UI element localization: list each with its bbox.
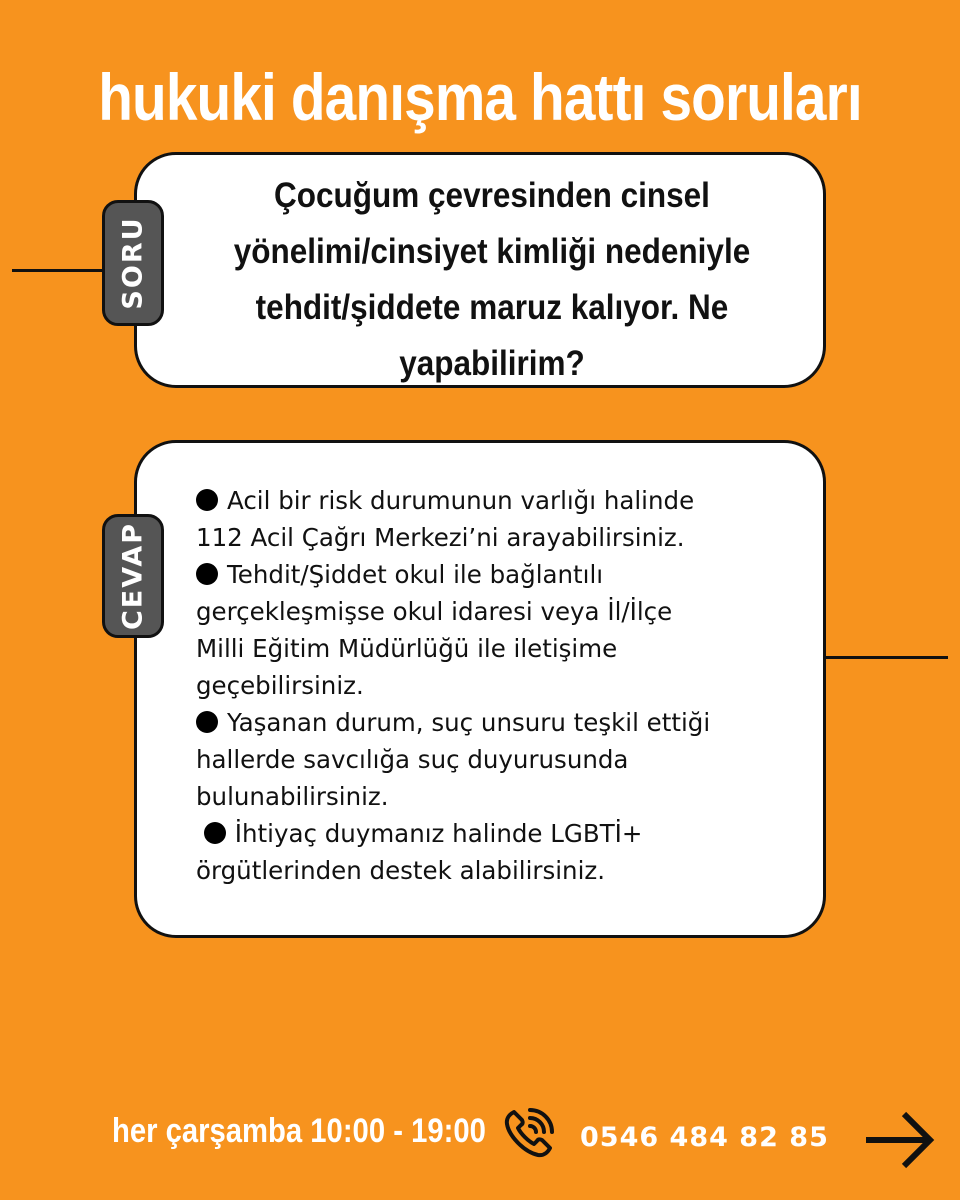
- answer-item: [196, 815, 816, 889]
- answer-line: Acil bir risk durumunun varlığı halinde: [196, 482, 816, 519]
- answer-tag-label: CEVAP: [117, 521, 149, 631]
- answer-item: [196, 556, 816, 704]
- question-line: tehdit/şiddete maruz kalıyor. Ne: [255, 288, 729, 327]
- answer-list: [196, 482, 816, 889]
- question-tag-label: SORU: [117, 216, 149, 310]
- answer-item: [196, 704, 816, 815]
- question-text: [222, 168, 762, 392]
- answer-line: geçebilirsiniz.: [196, 671, 364, 700]
- bullet-icon: [196, 489, 218, 511]
- phone-icon: [500, 1104, 558, 1162]
- answer-line: Yaşanan durum, suç unsuru teşkil ettiği: [196, 704, 816, 741]
- answer-line: Milli Eğitim Müdürlüğü ile iletişime: [196, 634, 618, 663]
- answer-line: 112 Acil Çağrı Merkezi’ni arayabilirsiniz.: [196, 523, 685, 552]
- bullet-icon: [196, 563, 218, 585]
- connector-line-answer: [826, 656, 948, 659]
- question-line: Çocuğum çevresinden cinsel: [274, 176, 710, 215]
- phone-number: 0546 484 82 85: [580, 1122, 829, 1153]
- question-tag: [102, 200, 164, 326]
- page-title: hukuki danışma hattı soruları: [98, 60, 862, 134]
- question-line: yönelimi/cinsiyet kimliği nedeniyle: [233, 232, 751, 271]
- answer-line: gerçekleşmişse okul idaresi veya İl/İlçe: [196, 597, 673, 626]
- arrow-right-icon[interactable]: [862, 1108, 938, 1172]
- answer-line: hallerde savcılığa suç duyurusunda: [196, 745, 629, 774]
- answer-item: [196, 482, 816, 556]
- connector-line-question: [12, 269, 104, 272]
- bullet-icon: [204, 822, 226, 844]
- bullet-icon: [196, 711, 218, 733]
- answer-tag: [102, 514, 164, 638]
- working-hours: her çarşamba 10:00 - 19:00: [112, 1112, 486, 1150]
- answer-line: örgütlerinden destek alabilirsiniz.: [196, 856, 606, 885]
- answer-line: İhtiyaç duymanız halinde LGBTİ+: [196, 815, 816, 852]
- answer-line: Tehdit/Şiddet okul ile bağlantılı: [196, 556, 816, 593]
- question-line: yapabilirim?: [399, 344, 585, 383]
- answer-line: bulunabilirsiniz.: [196, 782, 389, 811]
